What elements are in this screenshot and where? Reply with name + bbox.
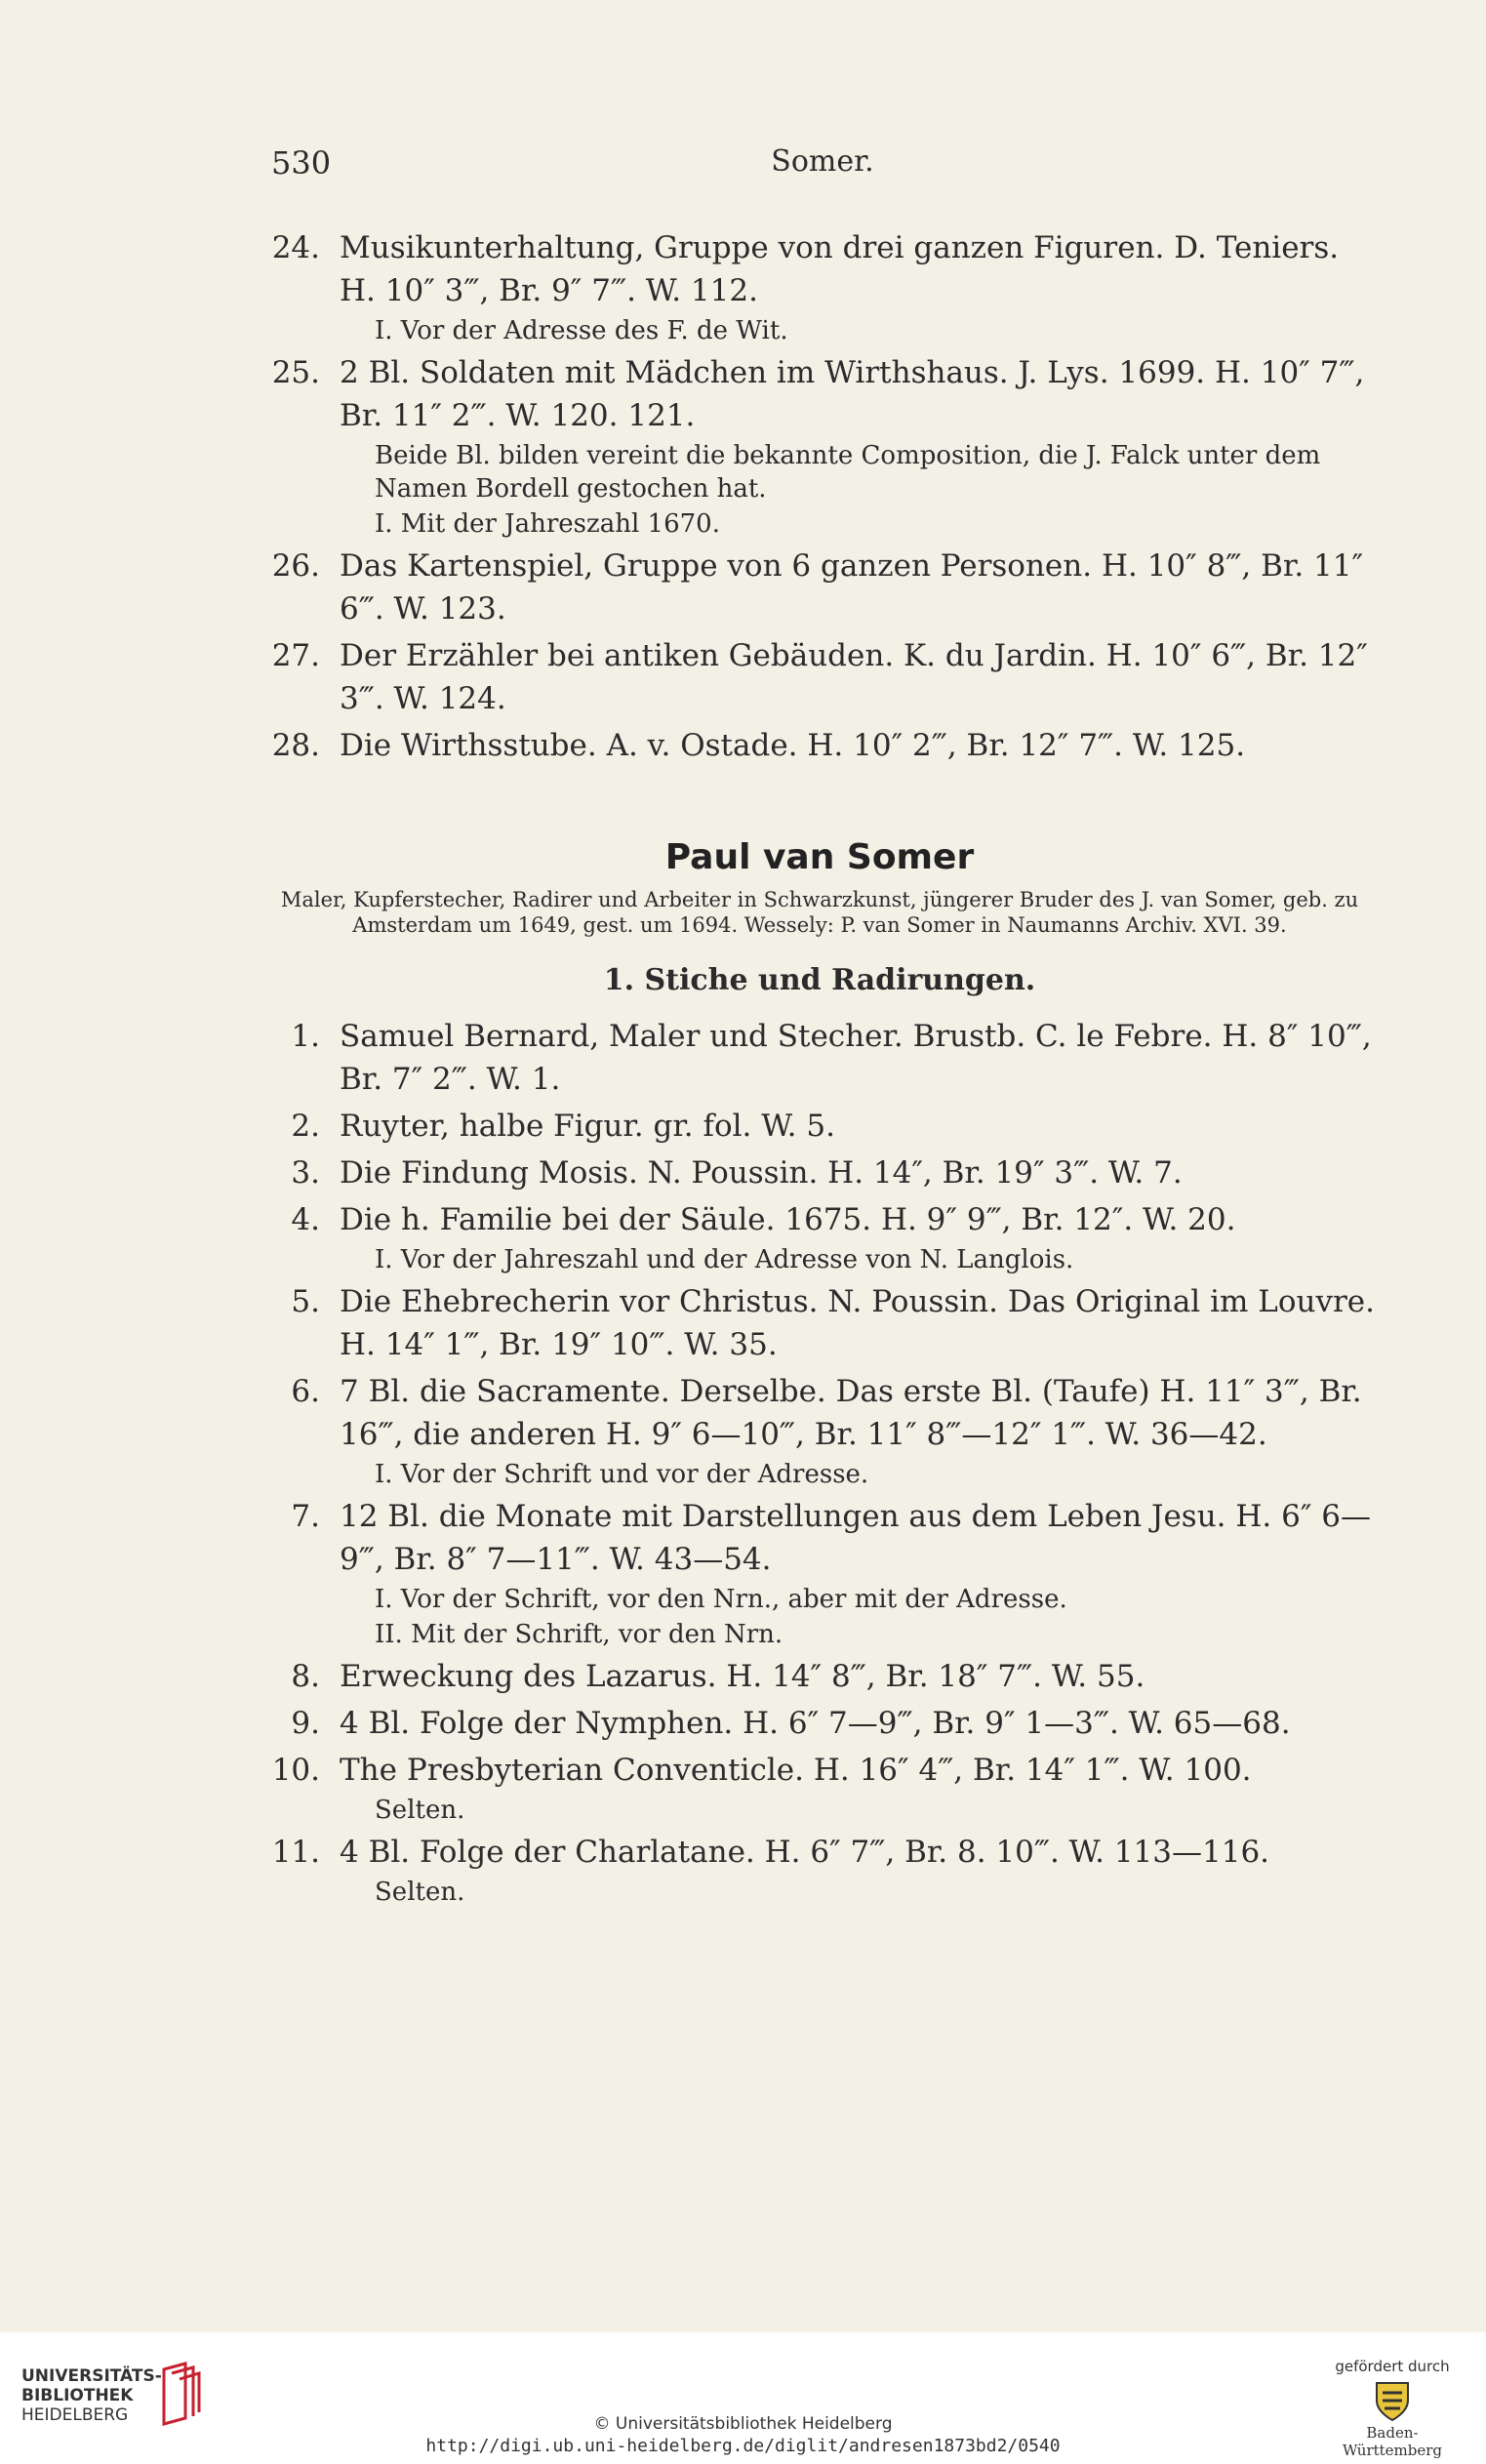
coat-of-arms-icon xyxy=(1373,2379,1412,2422)
catalogue-entry xyxy=(263,1495,1376,1651)
catalogue-entry xyxy=(263,634,1376,720)
entry-description: Erweckung des Lazarus. H. 14″ 8‴, Br. 18″ 7‴. W. 55. xyxy=(340,1659,1145,1694)
entry-number: 7. xyxy=(291,1499,320,1534)
entry-description: 12 Bl. die Monate mit Darstellungen aus dem Leben Jesu. H. 6″ 6—9‴, Br. 8″ 7—11‴. W. 43—54. xyxy=(340,1499,1371,1577)
catalogue-entries-previous-artist xyxy=(263,226,1376,767)
section-subheading: 1. Stiche und Radirungen. xyxy=(603,963,1036,997)
entry-number: 11. xyxy=(271,1835,320,1870)
page-header xyxy=(271,144,1374,193)
artist-heading: Paul van Somer xyxy=(664,837,975,877)
entry-description: 2 Bl. Soldaten mit Mädchen im Wirthshaus. J. Lys. 1699. H. 10″ 7‴, Br. 11″ 2‴. W. 120. 121. xyxy=(340,355,1365,433)
entry-note: I. Vor der Jahreszahl und der Adresse von N. Langlois. xyxy=(375,1245,1074,1274)
entry-number: 2. xyxy=(291,1109,320,1144)
entry-note: I. Vor der Schrift, vor den Nrn., aber mit der Adresse. xyxy=(375,1585,1067,1614)
catalogue-entry xyxy=(263,1280,1376,1366)
library-name-line2: BIBLIOTHEK xyxy=(21,2386,134,2405)
catalogue-entry xyxy=(263,1105,1376,1148)
catalogue-entry xyxy=(263,1831,1376,1909)
entry-description: Die Ehebrecherin vor Christus. N. Poussin. Das Original im Louvre. H. 14″ 1‴, Br. 19″ 10‴. W. 35. xyxy=(340,1284,1375,1362)
entry-description: Das Kartenspiel, Gruppe von 6 ganzen Personen. H. 10″ 8‴, Br. 11″ 6‴. W. 123. xyxy=(340,548,1364,626)
entry-description: Die h. Familie bei der Säule. 1675. H. 9″ 9‴, Br. 12″. W. 20. xyxy=(340,1202,1236,1237)
entry-description: 4 Bl. Folge der Nymphen. H. 6″ 7—9‴, Br. 9″ 1—3‴. W. 65—68. xyxy=(340,1706,1291,1741)
entry-number: 1. xyxy=(291,1019,320,1054)
entry-number: 25. xyxy=(271,355,320,390)
entry-description: Die Wirthsstube. A. v. Ostade. H. 10″ 2‴, Br. 12″ 7‴. W. 125. xyxy=(340,728,1246,763)
entry-number: 5. xyxy=(291,1284,320,1319)
catalogue-entries-paul-van-somer xyxy=(263,1015,1376,1909)
catalogue-entry xyxy=(263,1151,1376,1194)
sponsor-block xyxy=(1324,2358,1461,2459)
entry-number: 10. xyxy=(271,1753,320,1788)
library-name-line3: HEIDELBERG xyxy=(21,2405,129,2425)
running-title: Somer. xyxy=(771,144,874,179)
entry-number: 24. xyxy=(271,230,320,265)
page-number: 530 xyxy=(271,144,332,182)
entry-description: Die Findung Mosis. N. Poussin. H. 14″, Br. 19″ 3‴. W. 7. xyxy=(340,1155,1183,1191)
entry-number: 4. xyxy=(291,1202,320,1237)
entry-number: 26. xyxy=(271,548,320,584)
catalogue-entry xyxy=(263,1702,1376,1745)
section-spacer xyxy=(263,771,1376,829)
entry-note: Selten. xyxy=(375,1878,465,1907)
permalink-url[interactable]: http://digi.ub.uni-heidelberg.de/diglit/andresen1873bd2/0540 xyxy=(425,2436,1061,2456)
entry-note: Selten. xyxy=(375,1796,465,1825)
entry-note: I. Mit der Jahreszahl 1670. xyxy=(375,509,720,539)
entry-note: II. Mit der Schrift, vor den Nrn. xyxy=(375,1620,783,1649)
library-name-line1: UNIVERSITÄTS- xyxy=(21,2366,162,2386)
entry-number: 28. xyxy=(271,728,320,763)
entry-description: 4 Bl. Folge der Charlatane. H. 6″ 7‴, Br. 8. 10‴. W. 113—116. xyxy=(340,1835,1270,1870)
entry-number: 3. xyxy=(291,1155,320,1191)
entry-note: Beide Bl. bilden vereint die bekannte Composition, die J. Falck unter dem Namen Bordell gestochen hat. xyxy=(375,441,1321,504)
catalogue-entry xyxy=(263,1749,1376,1827)
entry-number: 27. xyxy=(271,638,320,673)
entry-description: 7 Bl. die Sacramente. Derselbe. Das erste Bl. (Taufe) H. 11″ 3‴, Br. 16‴, die anderen H. 9″ 6—10‴, Br. 11″ 8‴—12″ 1‴. W. 36—42. xyxy=(340,1374,1362,1452)
entry-description: Samuel Bernard, Maler und Stecher. Brustb. C. le Febre. H. 8″ 10‴, Br. 7″ 2‴. W. 1. xyxy=(340,1019,1372,1097)
entry-number: 8. xyxy=(291,1659,320,1694)
catalogue-entry xyxy=(263,1015,1376,1101)
entry-description: Der Erzähler bei antiken Gebäuden. K. du Jardin. H. 10″ 6‴, Br. 12″ 3‴. W. 124. xyxy=(340,638,1368,716)
entry-number: 6. xyxy=(291,1374,320,1409)
digitization-footer xyxy=(0,2332,1486,2464)
catalogue-entry xyxy=(263,1198,1376,1276)
catalogue-entry xyxy=(263,1370,1376,1491)
sponsor-label: gefördert durch xyxy=(1335,2358,1450,2375)
entry-description: The Presbyterian Conventicle. H. 16″ 4‴, Br. 14″ 1‴. W. 100. xyxy=(340,1753,1252,1788)
entry-note: I. Vor der Schrift und vor der Adresse. xyxy=(375,1460,869,1489)
sponsor-name: Baden-Württemberg xyxy=(1342,2424,1443,2459)
page-content xyxy=(263,226,1376,1913)
copyright-notice: © Universitätsbibliothek Heidelberg xyxy=(593,2414,893,2434)
entry-description: Musikunterhaltung, Gruppe von drei ganzen Figuren. D. Teniers. H. 10″ 3‴, Br. 9″ 7‴. W. 112. xyxy=(340,230,1340,308)
catalogue-entry xyxy=(263,351,1376,541)
artist-biography: Maler, Kupferstecher, Radirer und Arbeiter in Schwarzkunst, jüngerer Bruder des J. van Somer, geb. zu Amsterdam um 1649, gest. um 1694. Wessely: P. van Somer in Naumanns Archiv. XVI. 39. xyxy=(280,888,1359,937)
entry-description: Ruyter, halbe Figur. gr. fol. W. 5. xyxy=(340,1109,835,1144)
catalogue-entry xyxy=(263,1655,1376,1698)
entry-number: 9. xyxy=(291,1706,320,1741)
catalogue-entry xyxy=(263,226,1376,347)
entry-note: I. Vor der Adresse des F. de Wit. xyxy=(375,316,788,345)
catalogue-entry xyxy=(263,724,1376,767)
catalogue-entry xyxy=(263,545,1376,630)
